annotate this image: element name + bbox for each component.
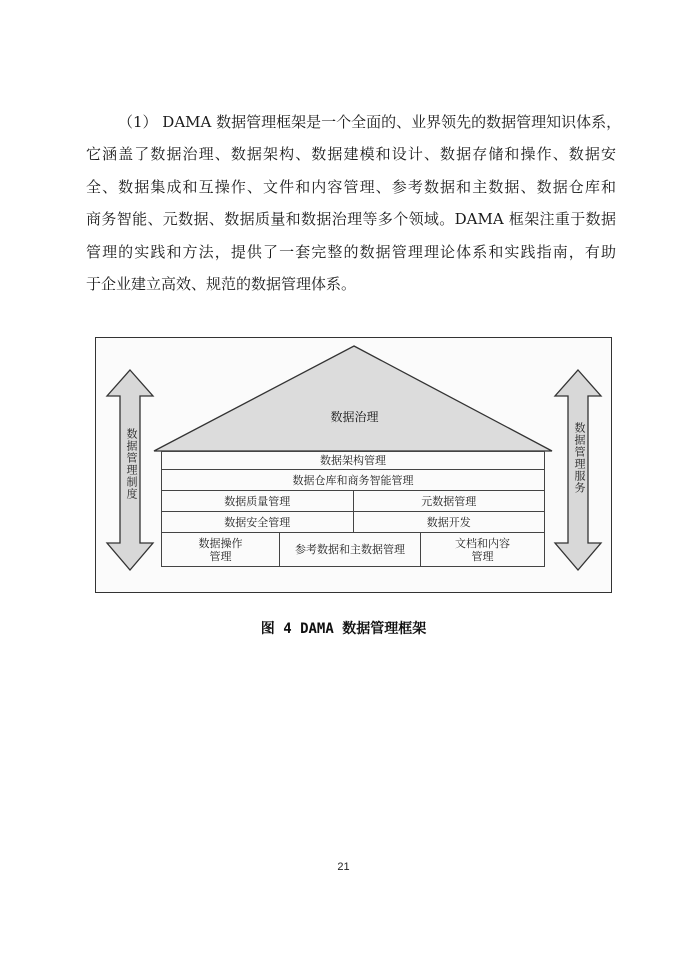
paragraph-line: 商务智能、元数据、数据质量和数据治理等多个领域。DAMA 框架注重于数据	[86, 210, 616, 229]
framework-house	[161, 451, 545, 567]
cell-dw-bi: 数据仓库和商务智能管理	[292, 473, 414, 487]
framework-row	[161, 533, 545, 567]
framework-row	[161, 470, 545, 491]
dama-framework-figure	[95, 337, 612, 593]
framework-row	[161, 491, 545, 512]
figure-caption: 图 4 DAMA 数据管理框架	[260, 621, 427, 637]
cell-data-development: 数据开发	[426, 515, 471, 529]
cell-data-quality: 数据质量管理	[162, 491, 354, 511]
cell-reference-master-data: 参考数据和主数据管理	[280, 533, 421, 566]
paragraph-line: 它涵盖了数据治理、数据架构、数据建模和设计、数据存储和操作、数据安	[86, 145, 616, 164]
roof-label: 数据治理	[330, 410, 379, 424]
cell-metadata: 元数据管理	[421, 494, 477, 508]
roof-triangle	[154, 346, 552, 451]
right-arrow-label: 数据管理服务	[573, 422, 586, 494]
cell-data-operations: 数据操作 管理	[162, 533, 280, 566]
paragraph-line: 于企业建立高效、规范的数据管理体系。	[86, 275, 357, 294]
paragraph-line: 全、数据集成和互操作、文件和内容管理、参考数据和主数据、数据仓库和	[86, 177, 616, 196]
framework-row	[161, 451, 545, 470]
cell-document-content: 文档和内容 管理	[455, 536, 510, 563]
page-number: 21	[337, 861, 350, 873]
cell-data-security: 数据安全管理	[162, 512, 354, 532]
paragraph-line: 管理的实践和方法，提供了一套完整的数据管理理论体系和实践指南，有助	[86, 242, 616, 261]
cell-data-architecture: 数据架构管理	[320, 454, 386, 467]
framework-row	[161, 512, 545, 533]
left-arrow-label: 数据管理制度	[125, 428, 138, 500]
body-paragraph	[86, 106, 622, 300]
paragraph-line: （1） DAMA 数据管理框架是一个全面的、业界领先的数据管理知识体系，	[118, 113, 622, 131]
